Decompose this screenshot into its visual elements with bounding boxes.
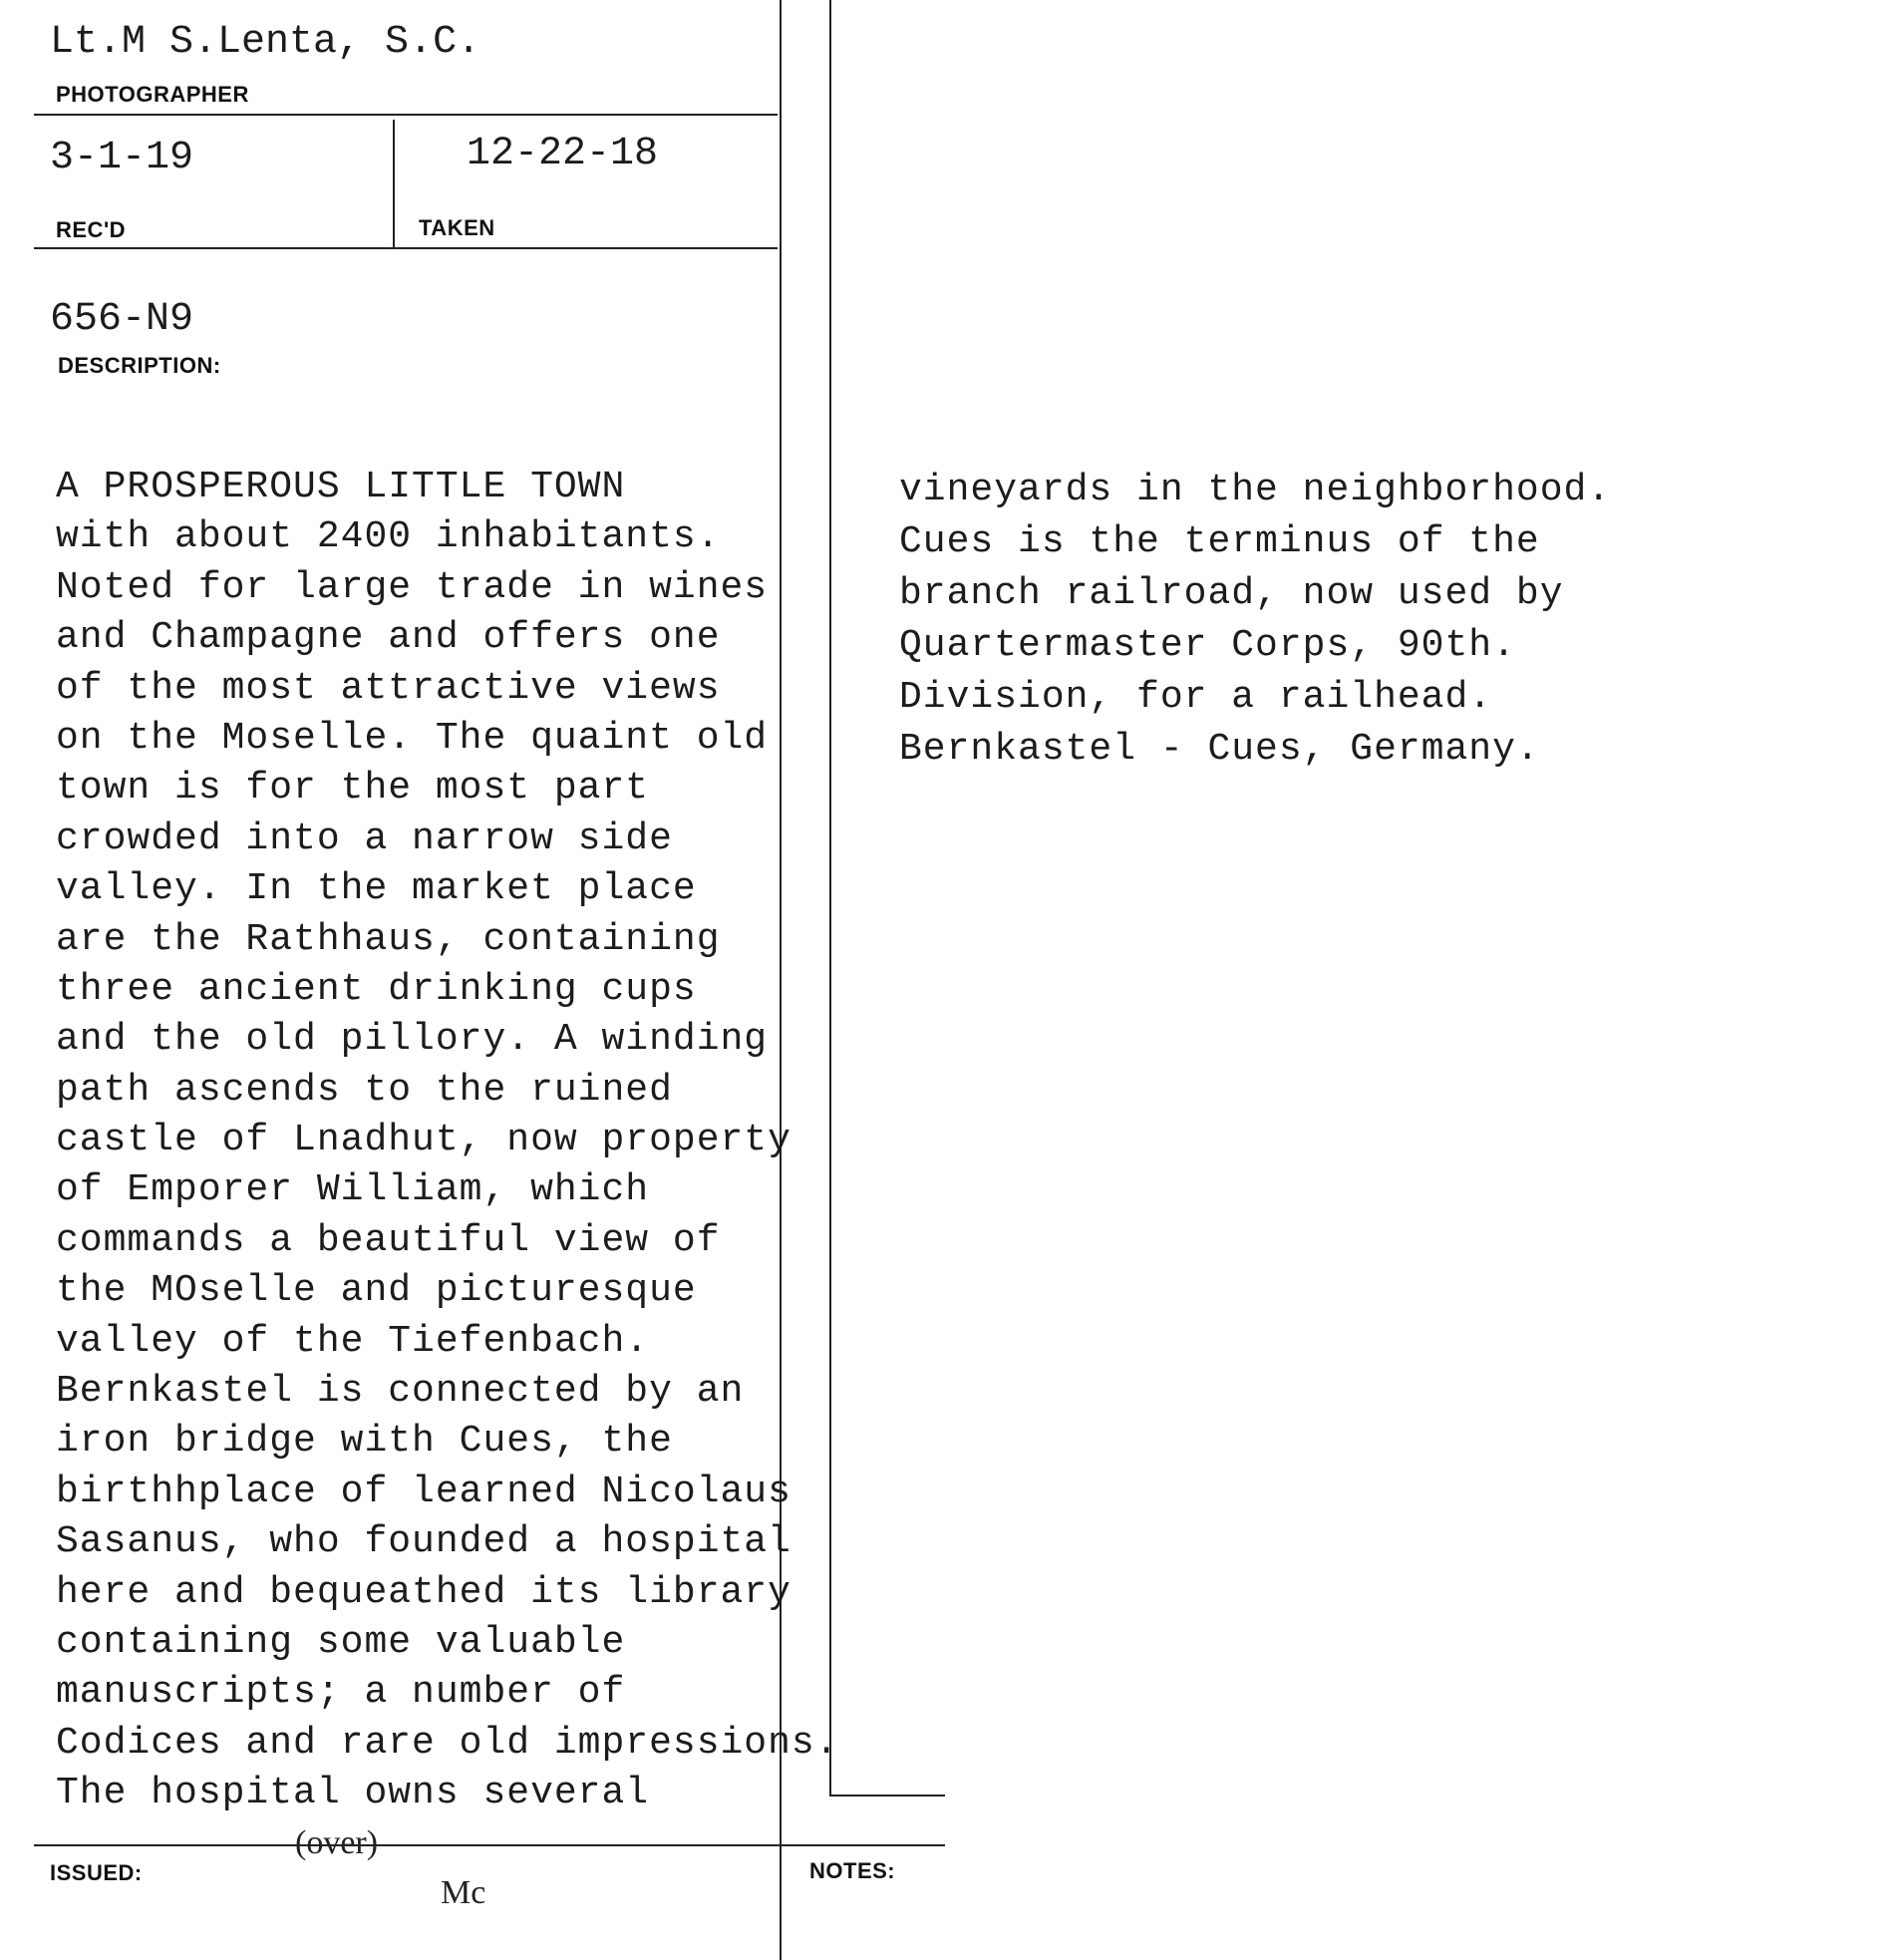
description-line: and Champagne and offers one: [56, 616, 721, 660]
photographer-value: Lt.M S.Lenta, S.C.: [50, 20, 481, 65]
description-left-column: [56, 463, 839, 1819]
issued-label: ISSUED:: [50, 1860, 143, 1885]
description-line: of Emporer William, which: [56, 1168, 650, 1212]
description-line: iron bridge with Cues, the: [56, 1420, 673, 1464]
notes-column-bottom: [829, 1795, 945, 1797]
description-line: town is for the most part: [56, 767, 650, 811]
description-line: commands a beautiful view of: [56, 1218, 721, 1262]
description-line: The hospital owns several: [56, 1772, 650, 1815]
description-line: Noted for large trade in wines: [56, 565, 769, 609]
description-line: valley. In the market place: [56, 867, 697, 911]
description-line: the MOselle and picturesque: [56, 1269, 697, 1313]
description-line: three ancient drinking cups: [56, 967, 697, 1011]
issued-initials: Mc: [441, 1874, 486, 1911]
description-line: Bernkastel is connected by an: [56, 1370, 745, 1414]
description-line: path ascends to the ruined: [56, 1068, 673, 1112]
recd-label: REC'D: [56, 217, 127, 242]
photographer-label: PHOTOGRAPHER: [56, 82, 249, 107]
notes-label: NOTES:: [809, 1858, 896, 1883]
header-divider-bottom: [34, 247, 778, 249]
description-line: birthhplace of learned Nicolaus: [56, 1470, 791, 1513]
taken-date-value: 12-22-18: [467, 132, 659, 176]
description-line: manuscripts; a number of: [56, 1671, 626, 1715]
over-note: (over): [295, 1824, 379, 1861]
recd-taken-divider: [393, 120, 395, 247]
description-line: of the most attractive views: [56, 666, 721, 710]
description-line: crowded into a narrow side: [56, 817, 673, 860]
description-line: vineyards in the neighborhood.: [899, 469, 1612, 511]
header-divider-top: [34, 114, 778, 116]
description-line: branch railroad, now used by: [899, 572, 1564, 615]
description-line: here and bequeathed its library: [56, 1570, 791, 1614]
description-right-column: [899, 465, 1611, 776]
description-line: valley of the Tiefenbach.: [56, 1319, 650, 1363]
description-line: Cues is the terminus of the: [899, 520, 1540, 563]
photo-id-value: 656-N9: [50, 297, 194, 342]
footer-divider: [34, 1844, 945, 1846]
description-line: Sasanus, who founded a hospital: [56, 1520, 791, 1564]
description-line: A PROSPEROUS LITTLE TOWN: [56, 466, 626, 508]
description-line: are the Rathhaus, containing: [56, 917, 721, 961]
taken-label: TAKEN: [419, 215, 495, 240]
description-label: DESCRIPTION:: [58, 353, 221, 378]
description-line: and the old pillory. A winding: [56, 1018, 769, 1062]
description-line: castle of Lnadhut, now property: [56, 1119, 791, 1162]
description-line: on the Moselle. The quaint old: [56, 716, 769, 760]
recd-date-value: 3-1-19: [50, 136, 194, 180]
description-line: Division, for a railhead.: [899, 676, 1493, 719]
description-line: with about 2400 inhabitants.: [56, 515, 721, 559]
description-line: Codices and rare old impressions.: [56, 1721, 839, 1765]
description-line: Quartermaster Corps, 90th.: [899, 624, 1516, 667]
description-line: containing some valuable: [56, 1620, 626, 1664]
description-line: Bernkastel - Cues, Germany.: [899, 728, 1540, 771]
